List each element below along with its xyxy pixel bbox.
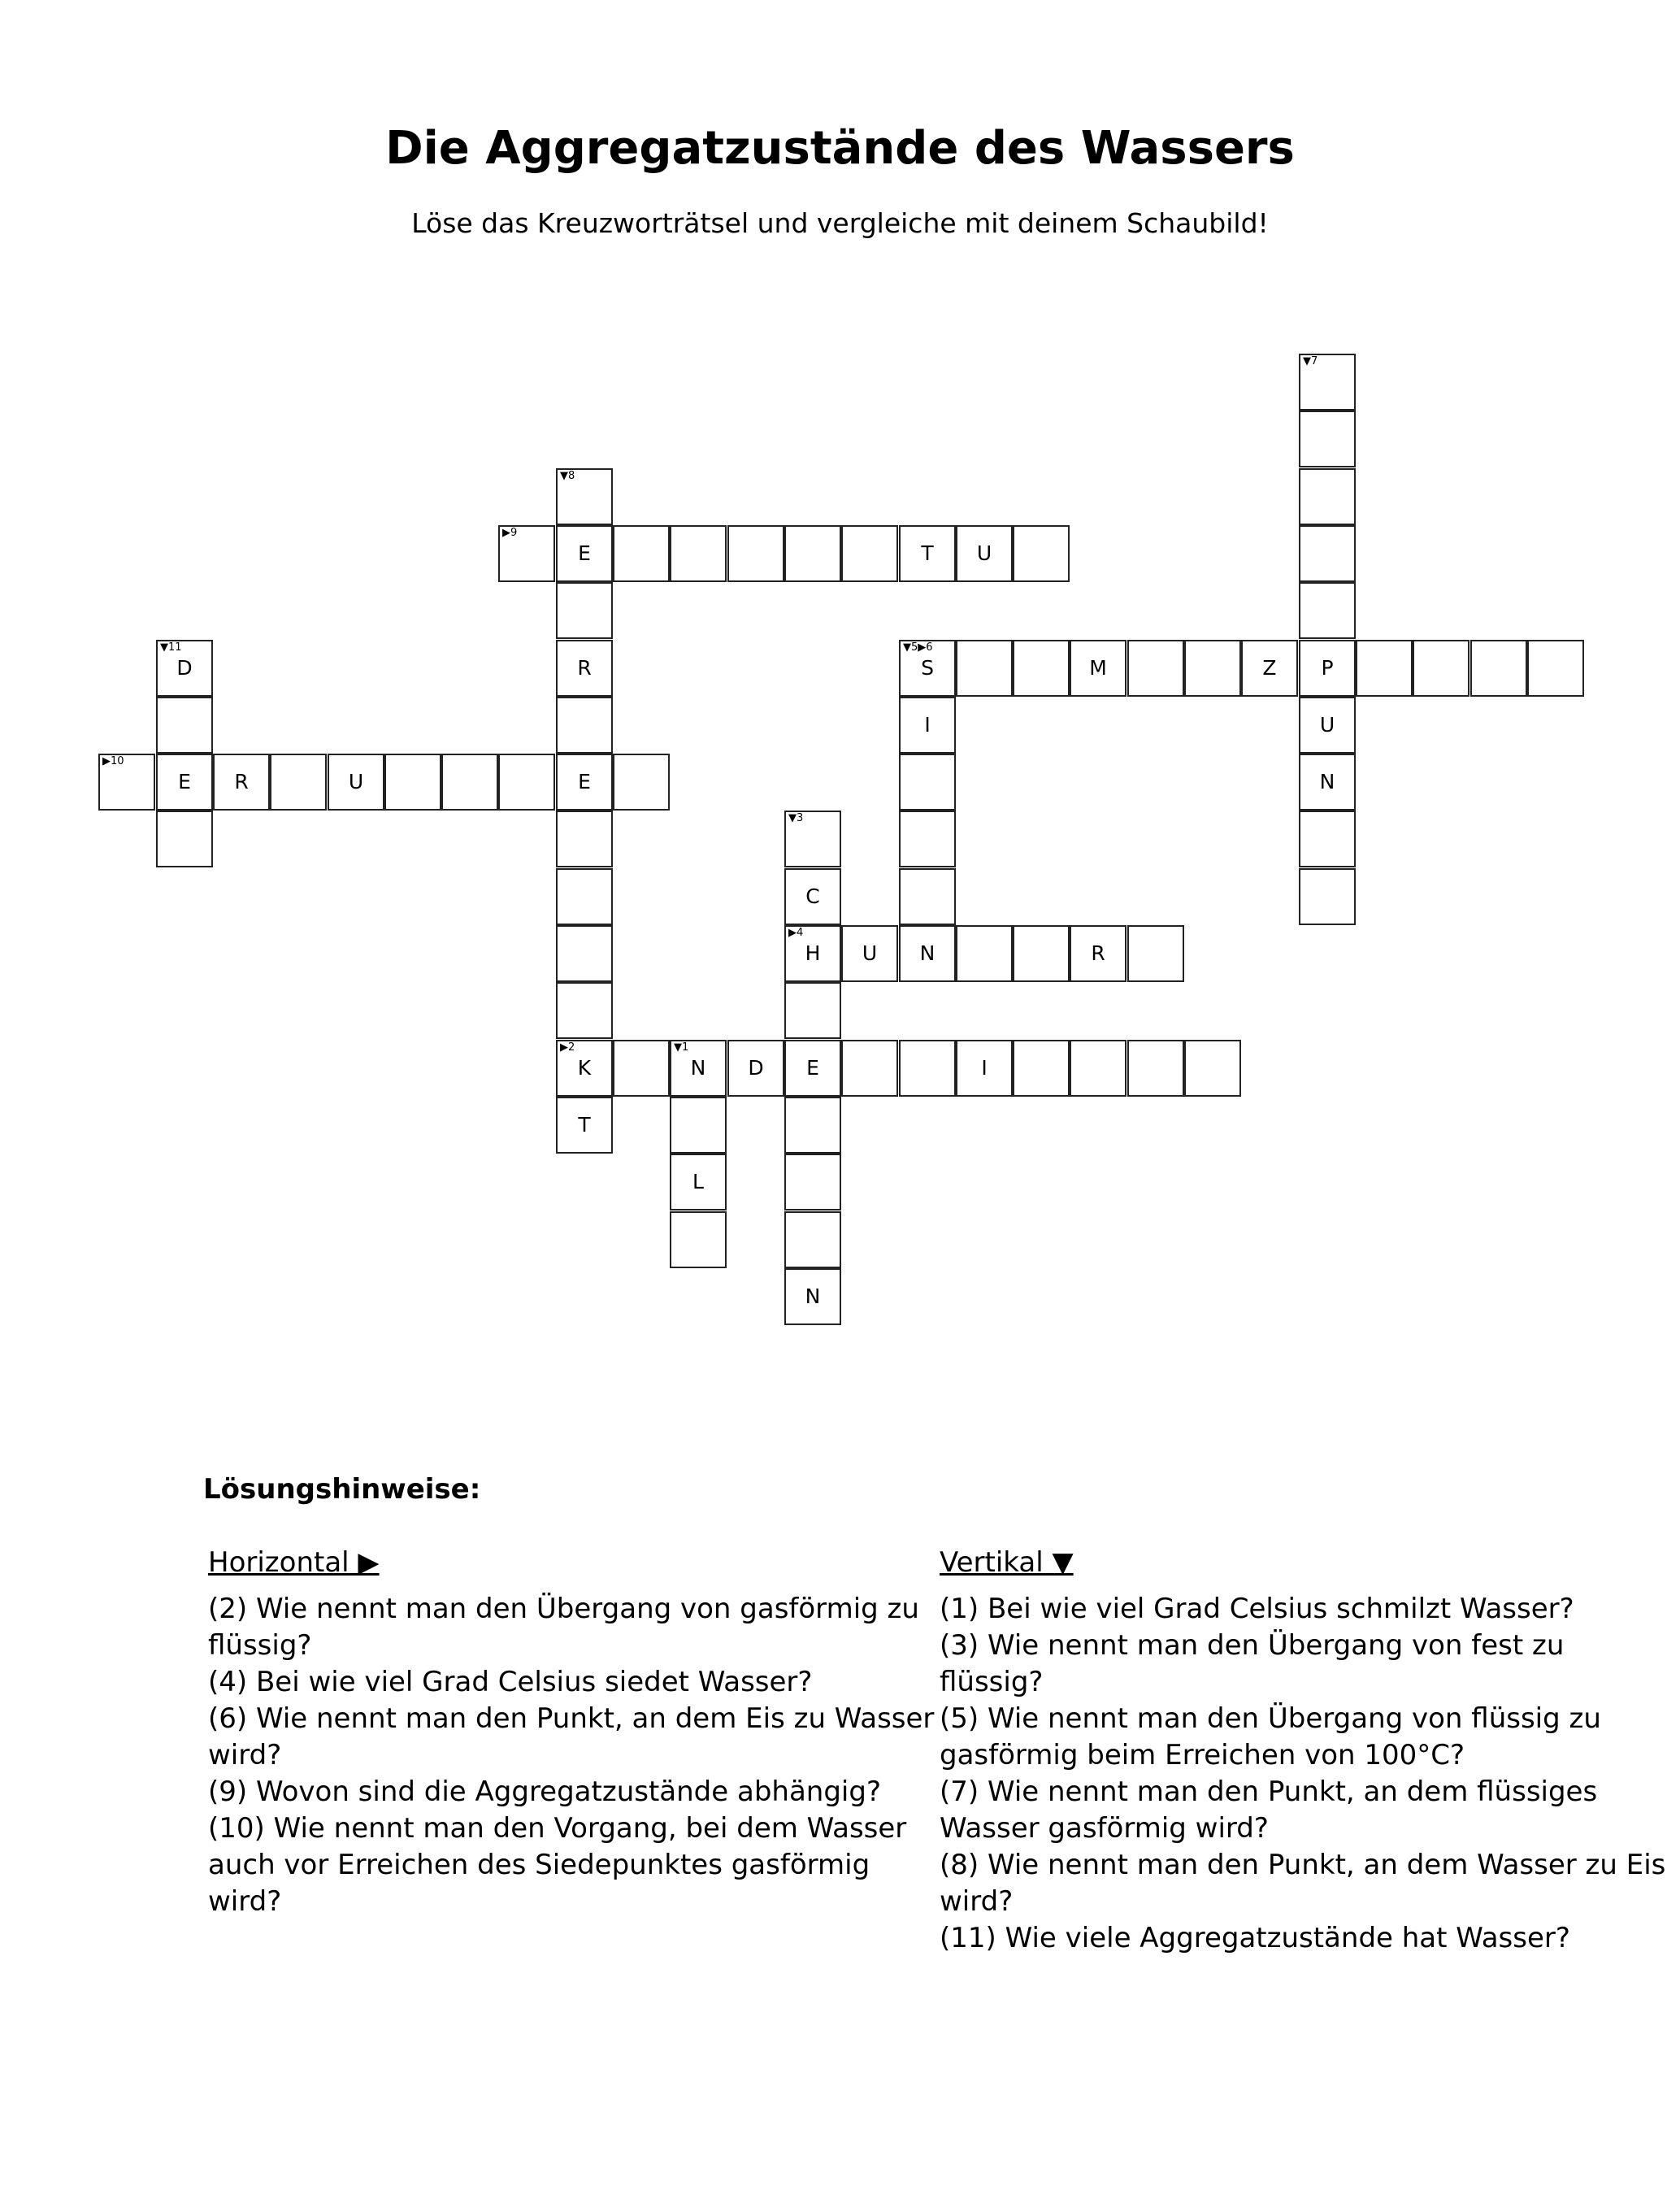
crossword-cell[interactable] <box>899 640 956 697</box>
crossword-cell[interactable] <box>1299 582 1356 639</box>
clue-number: ▶4 <box>788 927 804 939</box>
crossword-cell[interactable] <box>556 525 613 582</box>
crossword-cell[interactable] <box>784 811 841 867</box>
crossword-cell[interactable] <box>841 525 898 582</box>
cell-letter: E <box>806 1056 819 1080</box>
horizontal-clue: (10) Wie nennt man den Vorgang, bei dem Wasser auch vor Erreichen des Siedepunktes gasförmig wird? <box>208 1812 907 1918</box>
cell-letter: R <box>577 656 592 680</box>
crossword-cell[interactable] <box>784 925 841 982</box>
crossword-cell[interactable] <box>1299 811 1356 867</box>
cell-letter: N <box>805 1284 821 1308</box>
crossword-cell[interactable] <box>1356 640 1413 697</box>
crossword-cell[interactable] <box>441 754 498 811</box>
vertical-clue: (8) Wie nennt man den Punkt, an dem Wasser zu Eis wird? <box>940 1849 1666 1918</box>
cell-letter: R <box>1091 941 1105 965</box>
crossword-cell[interactable] <box>556 1097 613 1154</box>
crossword-cell[interactable] <box>1470 640 1527 697</box>
crossword-cell[interactable] <box>156 697 213 754</box>
page-subtitle: Löse das Kreuzworträtsel und vergleiche mit deinem Schaubild! <box>411 207 1269 239</box>
cell-letter: U <box>348 770 364 793</box>
crossword-cell[interactable] <box>1299 411 1356 467</box>
cell-letter: S <box>921 656 934 680</box>
crossword-cell[interactable] <box>670 1040 727 1097</box>
crossword-cell[interactable] <box>1070 925 1127 982</box>
crossword-cell[interactable] <box>899 868 956 925</box>
crossword-cell[interactable] <box>1184 1040 1241 1097</box>
cell-letter: I <box>924 713 931 737</box>
clue-number: ▶10 <box>102 755 124 767</box>
crossword-cell[interactable] <box>670 1211 727 1268</box>
crossword-cell[interactable] <box>899 811 956 867</box>
vertical-clue: (7) Wie nennt man den Punkt, an dem flüssiges Wasser gasförmig wird? <box>940 1776 1598 1845</box>
cell-letter: M <box>1089 656 1107 680</box>
crossword-cell[interactable] <box>1299 354 1356 411</box>
crossword-cell[interactable] <box>899 697 956 754</box>
crossword-cell[interactable] <box>556 982 613 1039</box>
crossword-cell[interactable] <box>1527 640 1584 697</box>
crossword-cell[interactable] <box>613 1040 670 1097</box>
crossword-cell[interactable] <box>384 754 441 811</box>
clue-number: ▶9 <box>502 527 518 539</box>
crossword-cell[interactable] <box>1013 1040 1070 1097</box>
crossword-cell[interactable] <box>556 811 613 867</box>
crossword-cell[interactable] <box>899 525 956 582</box>
crossword-cell[interactable] <box>956 1040 1013 1097</box>
crossword-cell[interactable] <box>156 640 213 697</box>
crossword-cell[interactable] <box>727 1040 784 1097</box>
hints-title: Lösungshinweise: <box>203 1473 481 1506</box>
crossword-cell[interactable] <box>498 525 555 582</box>
vertical-heading: Vertikal ▼ <box>940 1546 1074 1579</box>
crossword-cell[interactable] <box>1241 640 1298 697</box>
crossword-cell[interactable] <box>556 868 613 925</box>
horizontal-heading: Horizontal ▶ <box>208 1546 380 1579</box>
crossword-cell[interactable] <box>899 1040 956 1097</box>
horizontal-clue: (4) Bei wie viel Grad Celsius siedet Wasser? <box>208 1666 813 1698</box>
crossword-cell[interactable] <box>1013 640 1070 697</box>
crossword-cell[interactable] <box>1070 640 1127 697</box>
crossword-cell[interactable] <box>156 754 213 811</box>
crossword-cell[interactable] <box>213 754 270 811</box>
horizontal-clue: (2) Wie nennt man den Übergang von gasförmig zu flüssig? <box>208 1593 919 1662</box>
cell-letter: D <box>176 656 193 680</box>
cell-letter: C <box>805 885 820 908</box>
crossword-cell[interactable] <box>1299 468 1356 525</box>
cell-letter: T <box>921 541 934 565</box>
horizontal-clue: (9) Wovon sind die Aggregatzustände abhängig? <box>208 1776 881 1808</box>
cell-letter: D <box>748 1056 764 1080</box>
crossword-cell[interactable] <box>556 925 613 982</box>
clue-number: ▼8 <box>560 470 575 482</box>
cell-letter: E <box>578 770 591 793</box>
horizontal-clues <box>208 1545 940 1920</box>
cell-letter: Z <box>1262 656 1277 680</box>
cell-letter: E <box>178 770 191 793</box>
crossword-cell[interactable] <box>1127 640 1184 697</box>
crossword-cell[interactable] <box>670 1154 727 1211</box>
crossword-cell[interactable] <box>1299 754 1356 811</box>
crossword-cell[interactable] <box>956 525 1013 582</box>
crossword-cell[interactable] <box>841 1040 898 1097</box>
vertical-clue: (11) Wie viele Aggregatzustände hat Wasser? <box>940 1922 1570 1954</box>
cell-letter: R <box>234 770 249 793</box>
cell-letter: U <box>862 941 878 965</box>
crossword-cell[interactable] <box>498 754 555 811</box>
crossword-cell[interactable] <box>784 982 841 1039</box>
crossword-cell[interactable] <box>613 754 670 811</box>
clue-number: ▶2 <box>560 1041 575 1054</box>
cell-letter: L <box>692 1170 704 1193</box>
cell-letter: T <box>578 1113 591 1137</box>
crossword-cell[interactable] <box>1070 1040 1127 1097</box>
cell-letter: E <box>578 541 591 565</box>
crossword-cell[interactable] <box>1013 525 1070 582</box>
crossword-cell[interactable] <box>670 525 727 582</box>
crossword-cell[interactable] <box>899 925 956 982</box>
crossword-cell[interactable] <box>556 582 613 639</box>
crossword-cell[interactable] <box>98 754 155 811</box>
crossword-cell[interactable] <box>899 754 956 811</box>
crossword-cell[interactable] <box>1413 640 1469 697</box>
vertical-clue: (1) Bei wie viel Grad Celsius schmilzt Wasser? <box>940 1593 1574 1625</box>
crossword-cell[interactable] <box>841 925 898 982</box>
vertical-clues <box>940 1545 1671 1957</box>
clue-number: ▼7 <box>1303 355 1318 367</box>
crossword-cell[interactable] <box>1184 640 1241 697</box>
vertical-clue: (3) Wie nennt man den Übergang von fest zu flüssig? <box>940 1629 1565 1698</box>
cell-letter: H <box>805 941 821 965</box>
horizontal-clue: (6) Wie nennt man den Punkt, an dem Eis zu Wasser wird? <box>208 1702 935 1771</box>
vertical-clue: (5) Wie nennt man den Übergang von flüssig zu gasförmig beim Erreichen von 100°C? <box>940 1702 1601 1771</box>
crossword-cell[interactable] <box>1299 697 1356 754</box>
crossword-cell[interactable] <box>1299 640 1356 697</box>
crossword-cell[interactable] <box>784 1154 841 1211</box>
cell-letter: I <box>981 1056 988 1080</box>
crossword-cell[interactable] <box>784 1040 841 1097</box>
crossword-cell[interactable] <box>556 640 613 697</box>
cell-letter: P <box>1321 656 1334 680</box>
crossword-cell[interactable] <box>1127 925 1184 982</box>
crossword-cell[interactable] <box>556 1040 613 1097</box>
crossword-cell[interactable] <box>270 754 327 811</box>
clue-number: ▼1 <box>674 1041 689 1054</box>
crossword-cell[interactable] <box>556 468 613 525</box>
page-title: Die Aggregatzustände des Wassers <box>385 122 1295 175</box>
crossword-cell[interactable] <box>956 640 1013 697</box>
clue-number: ▼11 <box>160 641 182 654</box>
crossword-cell[interactable] <box>556 697 613 754</box>
crossword-cell[interactable] <box>784 525 841 582</box>
cell-letter: N <box>690 1056 706 1080</box>
crossword-cell[interactable] <box>784 1097 841 1154</box>
crossword-cell[interactable] <box>556 754 613 811</box>
clue-number: ▼3 <box>788 812 804 824</box>
cell-letter: N <box>1319 770 1335 793</box>
crossword-cell[interactable] <box>784 1211 841 1268</box>
crossword-cell[interactable] <box>1013 925 1070 982</box>
crossword-cell[interactable] <box>1299 525 1356 582</box>
crossword-cell[interactable] <box>784 868 841 925</box>
crossword-cell[interactable] <box>1299 868 1356 925</box>
clue-number: ▼5▶6 <box>903 641 933 654</box>
cell-letter: K <box>577 1056 592 1080</box>
crossword-cell[interactable] <box>328 754 384 811</box>
cell-letter: U <box>1319 713 1335 737</box>
crossword-cell[interactable] <box>784 1268 841 1325</box>
cell-letter: U <box>976 541 992 565</box>
crossword-cell[interactable] <box>1127 1040 1184 1097</box>
crossword-cell[interactable] <box>156 811 213 867</box>
crossword-cell[interactable] <box>670 1097 727 1154</box>
crossword-cell[interactable] <box>613 525 670 582</box>
crossword-cell[interactable] <box>727 525 784 582</box>
cell-letter: N <box>919 941 936 965</box>
crossword-cell[interactable] <box>956 925 1013 982</box>
